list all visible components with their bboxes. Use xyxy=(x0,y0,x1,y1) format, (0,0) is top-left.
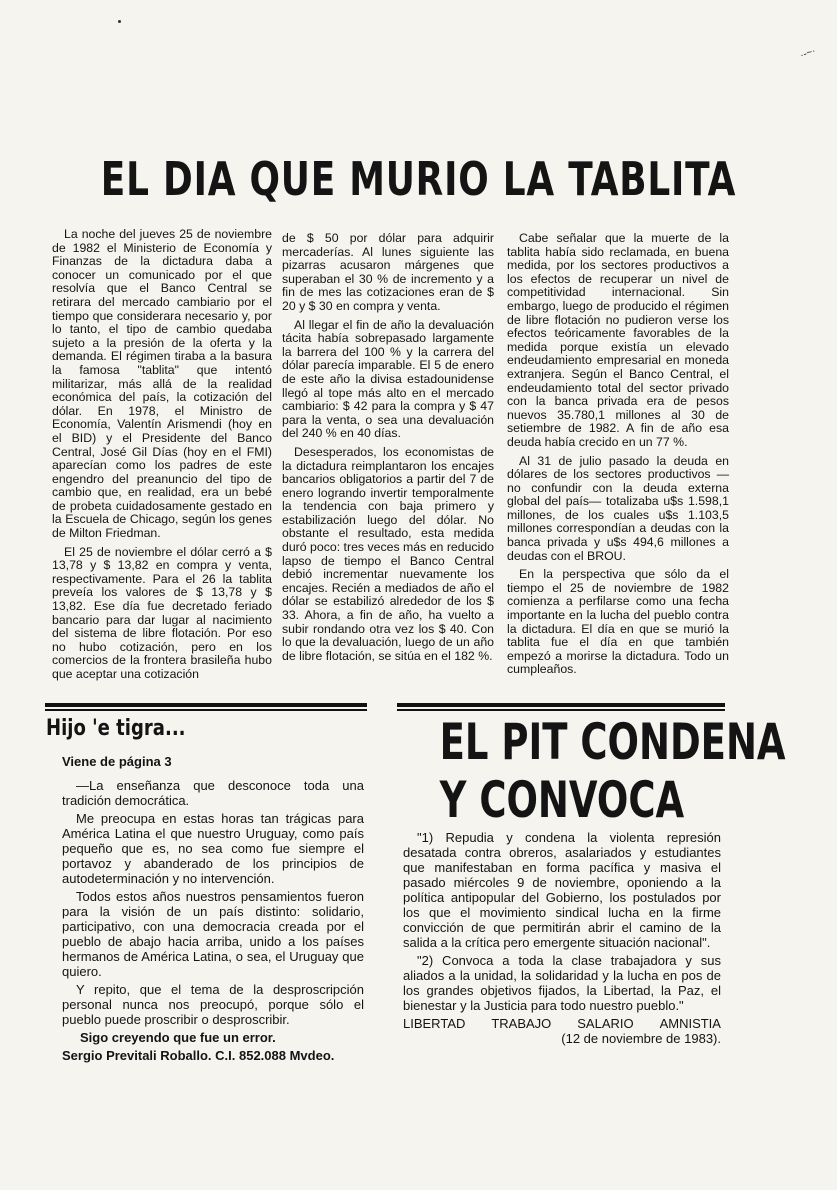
letter-paragraph: Todos estos años nuestros pensamientos fueron para la visión de un país distinto: solidario, participativo, con una democracia creada por el pueblo de abajo hacia arriba, unido a los países hermanos de América Latina, o sea, el Uruguay que quiero. xyxy=(62,889,364,979)
motto-word: LIBERTAD xyxy=(403,1016,466,1031)
letter-paragraph: Y repito, que el tema de la desproscripción personal nunca nos preocupó, porque sólo el pueblo puede proscribir o desproscribir. xyxy=(62,982,364,1027)
main-headline: EL DIA QUE MURIO LA TABLITA xyxy=(100,152,737,206)
article-column-1 xyxy=(52,228,272,687)
article-column-3 xyxy=(507,232,729,682)
letter-signature: Sergio Previtali Roballo. C.I. 852.088 Mvdeo. xyxy=(62,1048,335,1063)
left-section-title: Hijo 'e tigra... xyxy=(46,716,186,741)
letter-paragraph: —La enseñanza que desconoce toda una tradición democrática. xyxy=(62,778,364,808)
statement-paragraph: "2) Convoca a toda la clase trabajadora y sus aliados a la unidad, la solidaridad y la lucha en pos de los grandes objetivos fijados, la Libertad, la Paz, el bienestar y la Justicia para todo nuestro pueblo." xyxy=(403,953,721,1013)
ink-speck xyxy=(118,20,121,23)
article-paragraph: La noche del jueves 25 de noviembre de 1982 el Ministerio de Economía y Finanzas de la dictadura daba a conocer un comunicado por el que resolvía que el Banco Central se retirara del mercado cambiario por el tiempo que considerara necesario y, por lo tanto, el tipo de cambio quedaba sujeto a la presión de la oferta y la demanda. El régimen tiraba a la basura la famosa "tablita" que intentó militarizar, más allá de la realidad económica del país, la cotización del dólar. En 1978, el Ministro de Economía, Valentín Arismendi (hoy en el BID) y el Presidente del Banco Central, José Gil Días (hoy en el FMI) aparecían como los padres de este engendro del preanuncio del tipo de cambio que, en realidad, era un bebé de probeta cuidadosamente gestado en la Escuela de Chicago, según los genes de Milton Friedman. xyxy=(52,227,272,541)
continued-from-label: Viene de página 3 xyxy=(62,754,172,769)
article-paragraph: Desesperados, los economistas de la dictadura reimplantaron los encajes bancarios obligatorios a partir del 7 de enero logrando invertir temporalmente la tendencia con baja primero y estabilización luego del dólar. No obstante el resultado, esta medida duró poco: tres veces más en reducido lapso de tiempo el Banco Central debió incrementar nuevamente los encajes. Recién a mediados de año el dólar se estabilizó alrededor de los $ 33. Ahora, a fin de año, ha vuelto a subir rondando otra vez los $ 40. Con lo que la devaluación, luego de un año de libre flotación, se sitúa en el 182 %. xyxy=(282,444,494,663)
right-section-body xyxy=(403,830,721,1046)
article-column-2 xyxy=(282,232,494,668)
letter-closing: Sigo creyendo que fue un error. xyxy=(80,1030,276,1045)
article-paragraph: Cabe señalar que la muerte de la tablita había sido reclamada, en buena medida, por los sectores productivos a los efectos de recuperar un nivel de competitividad internacional. Sin embargo, luego de producido el régimen de libre flotación no pudieron verse los efectos teóricamente favorables de la medida porque existía un elevado endeudamiento empresarial en moneda extranjera. Según el Banco Central, el endeudamiento total del sector privado con la banca privada era de pesos nuevos 35.780,1 millones al 30 de setiembre de 1982. A fin de año esa deuda había crecido en un 77 %. xyxy=(507,231,729,449)
right-section-title-line2: Y CONVOCA xyxy=(439,771,685,829)
article-paragraph: de $ 50 por dólar para adquirir mercaderías. Al lunes siguiente las pizarras acusaron márgenes que superaban el 30 % de incremento y a fin de mes las cotizaciones eran de $ 20 y $ 30 en compra y venta. xyxy=(282,231,494,313)
article-paragraph: Al 31 de julio pasado la deuda en dólares de los sectores productivos —no confundir con la deuda externa global del país— totalizaba u$s 1.598,1 millones, de los cuales u$s 1.103,5 millones correspondían a deudas con la banca privada y u$s 494,6 millones a deudas con el BROU. xyxy=(507,453,729,563)
left-section-body xyxy=(62,778,364,1066)
section-divider-left-thin xyxy=(45,709,367,711)
statement-paragraph: "1) Repudia y condena la violenta represión desatada contra obreros, asalariados y estudiantes que manifestaban en forma pacífica y masiva el pasado miércoles 9 de noviembre, oponiendo a la política antipopular del Gobierno, los postulados por los que el movimiento sindical lucha en la firme convicción de que permitirán abrir el camino de la salida a la crítica pero emergente situación nacional". xyxy=(403,830,721,950)
right-section-title-line1: EL PIT CONDENA xyxy=(439,713,786,771)
statement-date: (12 de noviembre de 1983). xyxy=(561,1031,721,1046)
motto-line xyxy=(403,1016,721,1031)
section-divider-right-thin xyxy=(397,709,725,711)
article-paragraph: En la perspectiva que sólo da el tiempo el 25 de noviembre de 1982 comienza a perfilarse como una fecha importante en la lucha del pueblo contra la dictadura. El día en que se murió la tablita fue el día en que también empezó a morirse la dictadura. Todo un cumpleaños. xyxy=(507,567,729,677)
article-paragraph: El 25 de noviembre el dólar cerró a $ 13,78 y $ 13,82 en compra y venta, respectivamente. Para el 26 la tablita preveía los valores de $ 13,78 y $ 13,82. Ese día fue decretado feriado bancario para dar lugar al nacimiento del sistema de libre flotación. Por eso no hubo cotización, pero en los comercios de la frontera brasileña hubo que aceptar una cotización xyxy=(52,544,272,681)
corner-pen-mark: ·-~· xyxy=(798,45,818,62)
motto-word: TRABAJO xyxy=(491,1016,552,1031)
motto-word: SALARIO xyxy=(577,1016,634,1031)
section-divider-left xyxy=(45,703,367,707)
section-divider-right xyxy=(397,703,725,707)
article-paragraph: Al llegar el fin de año la devaluación tácita había sobrepasado largamente la barrera del 100 % y la carrera del dólar parecía imparable. El 5 de enero de este año la divisa estadounidense llegó al tope más alto en el mercado cambiario: $ 42 para la compra y $ 47 para la venta, o sea una devaluación del 240 % en 40 días. xyxy=(282,317,494,441)
letter-paragraph: Me preocupa en estas horas tan trágicas para América Latina el que nuestro Uruguay, como país pequeño que es, no sea como fue siempre el portavoz y abanderado de los principios de autodeterminación y no intervención. xyxy=(62,811,364,886)
motto-word: AMNISTIA xyxy=(659,1016,721,1031)
